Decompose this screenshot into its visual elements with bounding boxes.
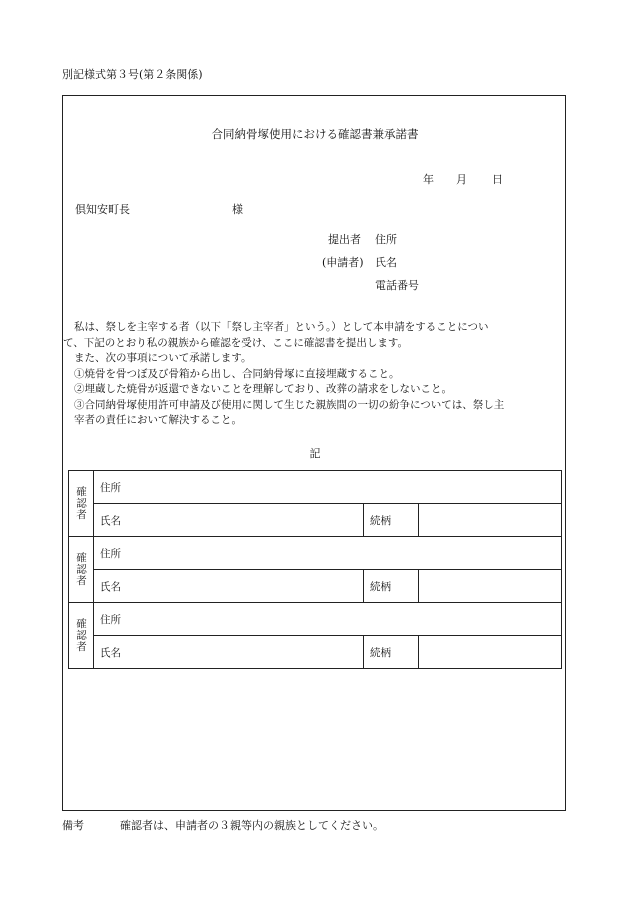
remarks-text: 確認者は、申請者の３親等内の親族としてください。 <box>120 819 384 832</box>
confirmer-address-row <box>69 537 562 570</box>
applicant-label: (申請者) <box>322 256 364 269</box>
remarks-label: 備考 <box>62 819 84 832</box>
address-label: 住所 <box>100 613 121 626</box>
name-label: 氏名 <box>100 646 121 659</box>
consent-intro: また、次の事項について承諾します。 <box>74 352 252 364</box>
submitter-name-label: 氏名 <box>375 256 397 269</box>
confirmer-address-row <box>69 471 562 504</box>
submitter-label: 提出者 <box>328 233 361 246</box>
confirmer-address-cell[interactable] <box>94 471 562 504</box>
confirmer-name-cell[interactable] <box>94 636 364 669</box>
relation-value-cell[interactable] <box>419 570 562 603</box>
declaration-line: て、下記のとおり私の親族から確認を受け、ここに確認書を提出します。 <box>63 336 409 349</box>
declaration-text <box>63 320 563 429</box>
date-year: 年 <box>423 173 434 186</box>
confirmer-group-label: 確認者 <box>69 537 94 603</box>
relation-label: 続柄 <box>364 636 419 669</box>
relation-value-cell[interactable] <box>419 504 562 537</box>
declaration-line: 私は、祭しを主宰する者（以下「祭し主宰者」という。）として本申請をすることについ <box>74 321 489 333</box>
confirmer-table <box>68 470 562 669</box>
confirmer-name-row <box>69 504 562 537</box>
form-title: 合同納骨塚使用における確認書兼承諾書 <box>211 127 419 141</box>
date-day: 日 <box>492 173 503 186</box>
relation-label: 続柄 <box>364 570 419 603</box>
consent-item-3: ③合同納骨塚使用許可申請及び使用に関して生じた親族間の一切の紛争については、祭し主 <box>74 398 505 411</box>
form-number-label: 別記様式第３号(第２条関係) <box>62 68 203 81</box>
confirmer-group-label: 確認者 <box>69 471 94 537</box>
name-label: 氏名 <box>100 514 121 527</box>
address-label: 住所 <box>100 547 121 560</box>
confirmer-name-cell[interactable] <box>94 504 364 537</box>
consent-item-2: ②埋蔵した焼骨が返還できないことを理解しており、改葬の請求をしないこと。 <box>74 383 452 395</box>
confirmer-group-label: 確認者 <box>69 603 94 669</box>
confirmer-address-row <box>69 603 562 636</box>
consent-item-3-cont: 宰者の責任において解決すること。 <box>74 414 242 426</box>
confirmer-address-cell[interactable] <box>94 603 562 636</box>
relation-value-cell[interactable] <box>419 636 562 669</box>
name-label: 氏名 <box>100 580 121 593</box>
confirmer-name-cell[interactable] <box>94 570 364 603</box>
confirmer-address-cell[interactable] <box>94 537 562 570</box>
submitter-phone-label: 電話番号 <box>375 279 419 292</box>
submitter-address-label: 住所 <box>375 233 397 246</box>
confirmer-name-row <box>69 636 562 669</box>
date-month: 月 <box>456 173 467 186</box>
address-label: 住所 <box>100 481 121 494</box>
addressee-honorific: 様 <box>232 203 243 216</box>
confirmer-name-row <box>69 570 562 603</box>
relation-label: 続柄 <box>364 504 419 537</box>
addressee-name: 倶知安町長 <box>75 203 130 216</box>
ki-label: 記 <box>309 447 321 460</box>
consent-item-1: ①焼骨を骨つぼ及び骨箱から出し、合同納骨塚に直接埋蔵すること。 <box>74 367 400 380</box>
